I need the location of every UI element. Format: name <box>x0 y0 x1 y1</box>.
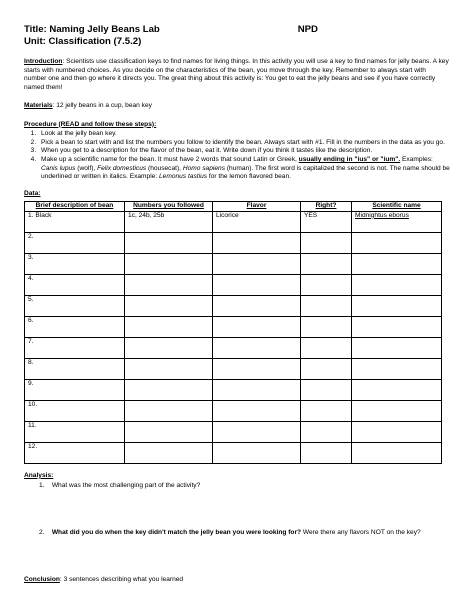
table-cell[interactable] <box>125 421 213 442</box>
table-cell[interactable] <box>352 295 442 316</box>
table-cell[interactable] <box>213 421 301 442</box>
table-cell[interactable] <box>125 337 213 358</box>
table-row <box>25 211 442 232</box>
introduction-text: : Scientists use classification keys to find names for living things. In this activity you will use a key to find names for jelly beans. A key starts with numbered choices. As you decide on the characteristics of the bean, you move through the key. Remember to always start with number one and then go where it directs you. The great thing about this activity is: You get to eat the jelly beans and see if you have correctly named them! <box>24 57 449 91</box>
cell-text: 9. <box>28 379 34 387</box>
title-row <box>24 24 450 36</box>
table-cell[interactable] <box>213 211 301 232</box>
table-cell[interactable] <box>301 400 352 421</box>
table-cell[interactable] <box>301 211 352 232</box>
cell-text: 2. <box>28 232 34 240</box>
table-cell[interactable] <box>301 442 352 463</box>
table-row <box>25 358 442 379</box>
procedure-list <box>24 130 450 181</box>
column-header: Right? <box>301 202 352 212</box>
procedure-step: 1. Look at the jelly bean key. <box>38 130 450 139</box>
cell-text: 10. <box>28 400 38 408</box>
materials-label: Materials <box>24 102 53 110</box>
cell-text: 4. <box>28 274 34 282</box>
table-cell <box>25 232 125 253</box>
table-cell[interactable] <box>213 337 301 358</box>
table-row <box>25 400 442 421</box>
table-cell[interactable] <box>301 421 352 442</box>
table-cell <box>25 337 125 358</box>
column-header: Numbers you followed <box>125 202 213 212</box>
cell-text: 5. <box>28 295 34 303</box>
table-cell <box>25 421 125 442</box>
cell-text: Licorice <box>216 211 239 219</box>
conclusion-label: Conclusion <box>24 575 60 583</box>
table-cell <box>25 253 125 274</box>
example-note: for the lemon flavored bean. <box>207 173 291 181</box>
procedure-step <box>38 156 450 182</box>
column-header: Brief description of bean <box>25 202 125 212</box>
step4-ending-rule: usually ending in "ius" or "ium". <box>298 156 401 164</box>
cell-text: 3. <box>28 253 34 261</box>
worksheet-page <box>24 24 450 584</box>
table-cell[interactable] <box>352 274 442 295</box>
procedure-step: 2. Pick a bean to start with and list the numbers you follow to identify the bean. Always start with #1. Fill in the numbers in the data as you go. <box>38 139 450 148</box>
table-cell <box>25 442 125 463</box>
table-cell[interactable] <box>352 211 442 232</box>
table-row <box>25 421 442 442</box>
cell-text: 6. <box>28 316 34 324</box>
materials-text: : 12 jelly beans in a cup, bean key <box>52 102 152 110</box>
conclusion-paragraph <box>24 576 450 585</box>
column-header: Scientific name <box>352 202 442 212</box>
question-text-rest: Were there any flavors NOT on the key? <box>301 528 421 536</box>
table-cell[interactable] <box>125 442 213 463</box>
table-cell <box>25 295 125 316</box>
table-cell[interactable] <box>125 379 213 400</box>
table-row <box>25 253 442 274</box>
table-cell[interactable] <box>301 232 352 253</box>
table-cell[interactable] <box>301 274 352 295</box>
example-note: (housecat), <box>146 164 183 172</box>
table-row <box>25 379 442 400</box>
table-row <box>25 337 442 358</box>
table-cell[interactable] <box>213 400 301 421</box>
analysis-section <box>24 472 450 538</box>
example-name: Felix domesticus <box>97 164 147 172</box>
table-row <box>25 295 442 316</box>
table-cell[interactable] <box>301 253 352 274</box>
scientific-name: Midnightus eborus <box>355 211 409 219</box>
introduction-paragraph <box>24 58 450 92</box>
cell-text: 11. <box>28 421 37 429</box>
cell-text: YES <box>304 211 318 219</box>
table-cell[interactable] <box>125 253 213 274</box>
table-cell <box>25 379 125 400</box>
table-cell[interactable] <box>213 232 301 253</box>
data-label: Data: <box>24 189 41 197</box>
table-cell[interactable] <box>125 316 213 337</box>
cell-text: 8. <box>28 358 34 366</box>
analysis-label: Analysis: <box>24 471 54 479</box>
cell-text: 1c, 24b, 25b <box>128 211 165 219</box>
table-cell[interactable] <box>213 379 301 400</box>
step4-text: Make up a scientific name for the bean. It must have 2 words that sound Latin or Greek, <box>41 156 299 164</box>
table-row <box>25 232 442 253</box>
table-cell <box>25 211 125 232</box>
table-cell[interactable] <box>352 421 442 442</box>
table-row <box>25 274 442 295</box>
cell-text: 7. <box>28 337 34 345</box>
unit-heading: Unit: Classification (7.5.2) <box>24 35 142 47</box>
table-cell[interactable] <box>352 253 442 274</box>
table-cell[interactable] <box>125 274 213 295</box>
example-name: Homo sapiens <box>182 164 225 172</box>
table-cell[interactable] <box>301 337 352 358</box>
table-cell <box>25 358 125 379</box>
column-header: Flavor <box>213 202 301 212</box>
procedure-label: Procedure (READ and follow these steps): <box>24 120 157 128</box>
example-note: (wolf), <box>75 164 98 172</box>
table-row <box>25 442 442 463</box>
table-cell[interactable] <box>352 316 442 337</box>
table-cell[interactable] <box>352 232 442 253</box>
page-title: Title: Naming Jelly Beans Lab <box>24 24 160 35</box>
step4-examples-lead: Examples: <box>400 156 433 164</box>
table-cell[interactable] <box>213 358 301 379</box>
table-cell[interactable] <box>213 295 301 316</box>
materials-paragraph <box>24 102 450 111</box>
question-number: 2. <box>39 528 45 536</box>
table-row <box>25 316 442 337</box>
data-table <box>24 201 442 464</box>
table-cell[interactable] <box>213 274 301 295</box>
cell-text: 1. Black <box>28 211 52 219</box>
procedure-step: 3. When you get to a description for the flavor of the bean, eat it. Write down if you think it tastes like the description. <box>38 147 450 156</box>
table-cell[interactable] <box>301 358 352 379</box>
table-cell <box>25 400 125 421</box>
table-cell[interactable] <box>301 316 352 337</box>
introduction-label: Introduction <box>24 57 63 65</box>
table-cell[interactable] <box>352 442 442 463</box>
initials: NPD <box>297 24 318 35</box>
question-1 <box>24 482 450 491</box>
table-cell[interactable] <box>213 253 301 274</box>
table-cell[interactable] <box>125 211 213 232</box>
table-cell[interactable] <box>125 400 213 421</box>
conclusion-text: : 3 sentences describing what you learned <box>59 575 184 583</box>
question-number: 1. <box>39 482 45 490</box>
table-header-row <box>25 202 442 212</box>
table-cell[interactable] <box>213 316 301 337</box>
table-cell[interactable] <box>301 295 352 316</box>
table-cell[interactable] <box>125 358 213 379</box>
question-text: What did you do when the key didn't match the jelly bean you were looking for? <box>51 528 302 536</box>
table-cell[interactable] <box>125 295 213 316</box>
question-2 <box>24 529 450 538</box>
table-cell[interactable] <box>213 442 301 463</box>
table-cell <box>25 274 125 295</box>
example-name: Lemonus tastius <box>159 173 208 181</box>
procedure-section <box>24 121 450 182</box>
cell-text: 12. <box>28 442 38 450</box>
table-cell[interactable] <box>352 337 442 358</box>
question-text: What was the most challenging part of the activity? <box>51 482 201 490</box>
table-body <box>25 211 442 463</box>
table-cell[interactable] <box>352 379 442 400</box>
table-cell[interactable] <box>352 400 442 421</box>
table-cell[interactable] <box>125 232 213 253</box>
table-cell[interactable] <box>301 379 352 400</box>
example-note: (human). The first word is capitalized the second is not. The name should be underlined or written in italics. Example: <box>41 164 450 181</box>
example-name: Canis lupus <box>41 164 76 172</box>
table-cell <box>25 316 125 337</box>
table-cell[interactable] <box>352 358 442 379</box>
